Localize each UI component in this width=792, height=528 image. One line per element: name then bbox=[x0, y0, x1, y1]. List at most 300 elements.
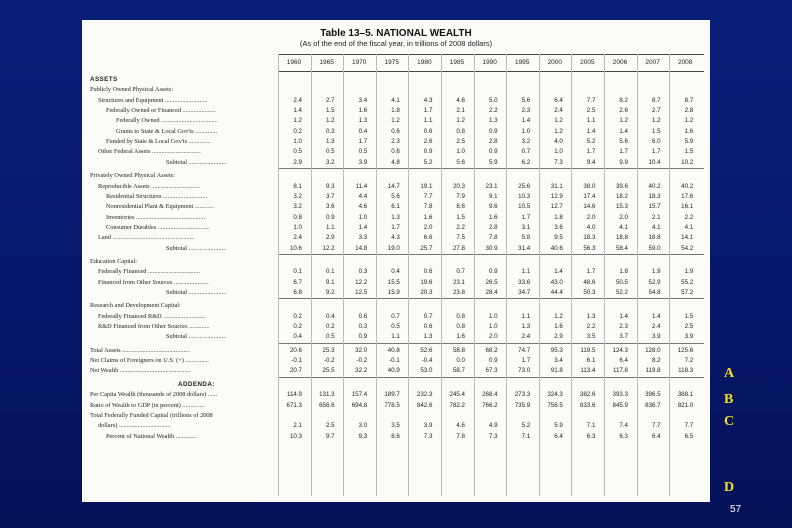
table-cell: 1.8 bbox=[619, 268, 628, 276]
column-divider bbox=[408, 54, 409, 496]
table-cell: 18.3 bbox=[648, 192, 661, 200]
table-cell: 40.2 bbox=[648, 182, 661, 190]
table-cell: 5.2 bbox=[423, 158, 433, 166]
year-header: 1990 bbox=[482, 59, 497, 66]
table-cell: 12.5 bbox=[355, 289, 368, 296]
table-cell: 55.2 bbox=[681, 278, 694, 286]
year-header: 2005 bbox=[580, 59, 595, 66]
table-cell: 1.7 bbox=[358, 138, 368, 146]
table-cell: 5.8 bbox=[521, 234, 531, 242]
row-label: Reproducible Assets ............................... bbox=[98, 182, 200, 190]
table-cell: 3.1 bbox=[521, 223, 531, 231]
table-cell: 3.2 bbox=[325, 158, 335, 166]
table-cell: 694.8 bbox=[351, 401, 368, 409]
table-cell: 7.9 bbox=[456, 192, 465, 200]
table-cell: 1.6 bbox=[684, 127, 694, 135]
table-cell: 1.0 bbox=[293, 138, 302, 146]
table-cell: 12.2 bbox=[355, 278, 368, 286]
table-cell: 54.2 bbox=[681, 244, 694, 252]
table-cell: 9.1 bbox=[488, 192, 498, 200]
table-row bbox=[278, 193, 698, 202]
table-cell: 393.3 bbox=[612, 391, 628, 399]
year-header: 1985 bbox=[449, 59, 465, 66]
table-cell: 20.3 bbox=[420, 289, 433, 296]
subtotal-rule bbox=[278, 377, 704, 378]
table-cell: 8.2 bbox=[619, 96, 628, 104]
table-cell: 58.4 bbox=[615, 244, 628, 252]
table-cell: 54.8 bbox=[648, 289, 661, 296]
table-cell: 14.1 bbox=[681, 234, 694, 242]
table-cell: 1.7 bbox=[521, 213, 531, 221]
table-subtitle: (As of the end of the fiscal year, in trillions of 2008 dollars) bbox=[299, 39, 493, 48]
table-cell: 2.3 bbox=[521, 107, 531, 115]
table-cell: 17.4 bbox=[583, 192, 596, 200]
table-cell: 2.3 bbox=[391, 138, 400, 146]
row-label: Federally Financed ................................. bbox=[98, 268, 200, 276]
table-cell: 19.1 bbox=[420, 182, 433, 190]
row-label: Federally Financed R&D ........................... bbox=[98, 312, 206, 320]
table-cell: 25.3 bbox=[322, 346, 335, 354]
row-label: Education Capital: bbox=[90, 257, 138, 265]
table-row bbox=[278, 128, 698, 137]
table-cell: 0.8 bbox=[456, 127, 465, 135]
table-cell: 15.9 bbox=[387, 289, 400, 296]
table-cell: 5.6 bbox=[456, 158, 465, 166]
table-cell: 10.4 bbox=[648, 158, 661, 166]
table-cell: 48.6 bbox=[583, 278, 596, 286]
table-cell: 9.3 bbox=[325, 182, 335, 190]
table-cell: 656.6 bbox=[319, 401, 335, 409]
table-cell: 131.3 bbox=[319, 391, 335, 399]
table-cell: 1.7 bbox=[586, 148, 596, 156]
table-cell: 9.4 bbox=[586, 158, 596, 166]
row-label: Residential Structures ............................ bbox=[106, 192, 208, 200]
table-cell: 5.2 bbox=[586, 138, 596, 146]
table-cell: 7.5 bbox=[456, 234, 465, 242]
table-cell: 119.5 bbox=[580, 346, 596, 354]
row-label: Total Federally Funded Capital (trillions of 2008 bbox=[90, 411, 213, 419]
table-cell: 2.4 bbox=[293, 96, 302, 104]
year-header: 2007 bbox=[645, 59, 660, 66]
table-cell: 52.6 bbox=[420, 346, 433, 354]
table-cell: 9.2 bbox=[325, 289, 335, 296]
table-cell: 1.0 bbox=[293, 223, 302, 231]
table-cell: -0.2 bbox=[356, 357, 368, 365]
column-divider bbox=[604, 54, 605, 496]
column-divider bbox=[311, 54, 312, 496]
table-row bbox=[278, 138, 698, 147]
table-cell: 4.4 bbox=[358, 192, 368, 200]
table-cell: 382.6 bbox=[579, 391, 596, 399]
table-cell: 273.3 bbox=[514, 391, 531, 399]
table-document bbox=[82, 20, 710, 502]
table-cell: 0.5 bbox=[325, 333, 335, 341]
table-cell: 0.8 bbox=[293, 213, 302, 221]
table-cell: 30.9 bbox=[485, 244, 498, 252]
table-cell: 268.4 bbox=[482, 391, 498, 399]
table-cell: 245.4 bbox=[449, 391, 465, 399]
table-cell: 15.7 bbox=[648, 203, 661, 211]
table-cell: 0.9 bbox=[488, 357, 498, 365]
column-divider bbox=[506, 54, 507, 496]
table-cell: 0.2 bbox=[325, 323, 335, 331]
row-label: ADDENDA: bbox=[178, 380, 215, 388]
table-cell: 20.3 bbox=[452, 182, 465, 190]
table-cell: 7.1 bbox=[521, 432, 531, 440]
table-cell: 1.6 bbox=[488, 213, 498, 221]
table-cell: 1.4 bbox=[554, 268, 563, 276]
table-cell: 5.9 bbox=[554, 422, 563, 430]
table-cell: 756.5 bbox=[547, 401, 563, 409]
table-cell: 0.2 bbox=[293, 323, 302, 331]
table-cell: 0.5 bbox=[325, 148, 335, 156]
table-cell: 821.0 bbox=[677, 401, 694, 409]
table-cell: 0.8 bbox=[456, 312, 465, 320]
table-cell: 1.9 bbox=[651, 268, 661, 276]
row-label: Federally Owned or Financed ..................... bbox=[106, 107, 216, 115]
table-cell: 2.6 bbox=[423, 138, 433, 146]
table-cell: 0.6 bbox=[423, 127, 433, 135]
table-cell: -0.2 bbox=[323, 357, 335, 365]
table-cell: 6.4 bbox=[554, 432, 563, 440]
table-cell: 18.8 bbox=[615, 234, 628, 242]
table-cell: 7.7 bbox=[651, 422, 661, 430]
table-cell: 0.1 bbox=[325, 268, 335, 276]
table-cell: 2.0 bbox=[488, 333, 498, 341]
table-cell: 9.6 bbox=[488, 203, 498, 211]
table-cell: 0.7 bbox=[423, 312, 433, 320]
table-cell: 0.9 bbox=[358, 333, 368, 341]
table-cell: 0.7 bbox=[521, 148, 531, 156]
column-divider bbox=[278, 54, 279, 496]
table-cell: 2.2 bbox=[456, 223, 465, 231]
table-cell: 73.0 bbox=[518, 367, 531, 375]
row-label: Grants to State & Local Gov'ts .............. bbox=[116, 127, 218, 135]
table-row bbox=[278, 357, 698, 366]
table-cell: 2.0 bbox=[619, 213, 628, 221]
table-cell: 0.6 bbox=[391, 148, 400, 156]
table-cell: 0.3 bbox=[358, 323, 368, 331]
table-cell: 1.7 bbox=[391, 223, 400, 231]
table-cell: 1.2 bbox=[554, 127, 563, 135]
table-cell: 7.8 bbox=[423, 203, 433, 211]
column-divider bbox=[669, 54, 670, 496]
table-cell: 4.1 bbox=[651, 223, 661, 231]
table-cell: 1.0 bbox=[456, 148, 465, 156]
row-label: ASSETS bbox=[90, 76, 118, 83]
table-cell: 40.2 bbox=[681, 182, 694, 190]
row-label: R&D Financed from Other Sources ............. bbox=[98, 323, 210, 331]
table-cell: 6.3 bbox=[619, 432, 628, 440]
table-cell: 114.9 bbox=[286, 391, 302, 399]
table-cell: 7.3 bbox=[423, 432, 433, 440]
table-cell: 1.1 bbox=[521, 268, 531, 276]
table-cell: 0.9 bbox=[488, 268, 498, 276]
table-cell: 40.8 bbox=[387, 346, 400, 354]
side-letter-d: D bbox=[724, 480, 735, 495]
table-cell: 53.0 bbox=[420, 367, 433, 375]
table-cell: 4.1 bbox=[684, 223, 694, 231]
table-cell: 68.2 bbox=[485, 346, 498, 354]
table-cell: 32.2 bbox=[355, 367, 368, 375]
row-label: Structures and Equipment ........................... bbox=[98, 96, 208, 104]
table-cell: 57.2 bbox=[681, 289, 694, 296]
table-cell: 2.1 bbox=[651, 213, 661, 221]
table-cell: 2.5 bbox=[684, 323, 694, 331]
table-cell: 1.3 bbox=[325, 138, 335, 146]
table-cell: 31.4 bbox=[518, 244, 531, 252]
table-row bbox=[278, 159, 698, 168]
table-cell: 0.9 bbox=[488, 127, 498, 135]
table-row bbox=[278, 148, 698, 157]
table-cell: 2.6 bbox=[619, 107, 628, 115]
table-cell: 1.4 bbox=[619, 312, 628, 320]
table-cell: 6.8 bbox=[293, 289, 302, 296]
table-cell: 18.8 bbox=[648, 234, 661, 242]
table-cell: 6.2 bbox=[521, 158, 531, 166]
table-cell: 1.4 bbox=[619, 127, 628, 135]
table-cell: 6.6 bbox=[423, 234, 433, 242]
table-cell: 1.6 bbox=[554, 323, 563, 331]
table-cell: 4.6 bbox=[358, 203, 368, 211]
column-divider bbox=[441, 54, 442, 496]
table-cell: 836.7 bbox=[645, 401, 661, 409]
table-cell: 23.1 bbox=[452, 278, 465, 286]
table-cell: 4.9 bbox=[488, 422, 498, 430]
year-header: 2000 bbox=[547, 59, 563, 66]
column-divider bbox=[539, 54, 540, 496]
table-cell: 38.0 bbox=[583, 182, 596, 190]
column-divider bbox=[343, 54, 344, 496]
table-cell: 2.8 bbox=[488, 138, 498, 146]
table-cell: 58.8 bbox=[452, 346, 465, 354]
table-cell: 7.2 bbox=[684, 357, 694, 365]
year-header: 1980 bbox=[417, 59, 432, 66]
table-cell: 4.8 bbox=[391, 158, 400, 166]
table-cell: 1.7 bbox=[423, 107, 433, 115]
table-cell: 1.3 bbox=[586, 312, 596, 320]
table-row bbox=[278, 268, 698, 277]
subtotal-rule bbox=[278, 254, 704, 255]
row-label: Subtotal ........................ bbox=[166, 333, 227, 341]
table-cell: 8.6 bbox=[456, 203, 465, 211]
table-cell: 0.6 bbox=[358, 312, 368, 320]
table-cell: 0.9 bbox=[488, 148, 498, 156]
table-cell: 10.5 bbox=[518, 203, 531, 211]
table-cell: 6.1 bbox=[391, 203, 400, 211]
year-header: 1975 bbox=[384, 59, 400, 66]
table-cell: 40.6 bbox=[550, 244, 563, 252]
table-cell: 324.3 bbox=[547, 391, 563, 399]
table-cell: 2.9 bbox=[554, 333, 563, 341]
table-cell: 0.5 bbox=[358, 148, 368, 156]
table-cell: 39.6 bbox=[615, 182, 628, 190]
column-divider bbox=[637, 54, 638, 496]
table-cell: 11.4 bbox=[355, 182, 368, 190]
table-cell: 33.6 bbox=[518, 278, 531, 286]
table-cell: 3.9 bbox=[684, 333, 694, 341]
table-row bbox=[278, 117, 698, 126]
table-row bbox=[278, 333, 698, 342]
table-cell: 8.2 bbox=[651, 357, 661, 365]
table-cell: 1.3 bbox=[521, 323, 531, 331]
row-label: Net Wealth ............................................. bbox=[90, 367, 191, 375]
table-cell: 1.4 bbox=[651, 312, 661, 320]
table-cell: 1.0 bbox=[488, 323, 498, 331]
table-cell: 50.5 bbox=[615, 278, 628, 286]
table-cell: 28.4 bbox=[485, 289, 498, 296]
table-cell: 1.1 bbox=[521, 312, 531, 320]
table-cell: 119.8 bbox=[645, 367, 661, 375]
table-cell: 19.6 bbox=[420, 278, 433, 286]
table-cell: 0.9 bbox=[325, 213, 335, 221]
table-cell: 5.6 bbox=[521, 96, 531, 104]
table-cell: 74.7 bbox=[518, 346, 531, 354]
table-cell: 58.7 bbox=[452, 367, 465, 375]
table-cell: 8.7 bbox=[651, 96, 661, 104]
table-cell: 7.8 bbox=[488, 234, 498, 242]
table-row bbox=[278, 289, 698, 298]
table-cell: 10.3 bbox=[289, 432, 302, 440]
table-cell: -0.1 bbox=[291, 357, 302, 365]
table-cell: 4.6 bbox=[456, 96, 465, 104]
table-cell: 6.7 bbox=[293, 278, 302, 286]
table-cell: 1.2 bbox=[554, 312, 563, 320]
table-cell: 2.8 bbox=[684, 107, 694, 115]
table-cell: 3.0 bbox=[358, 422, 368, 430]
table-cell: 1.2 bbox=[391, 117, 400, 125]
table-row bbox=[278, 323, 698, 332]
subtotal-rule bbox=[278, 343, 704, 344]
year-header: 1970 bbox=[351, 59, 367, 66]
row-label: Subtotal ........................ bbox=[166, 158, 227, 166]
table-cell: 1.3 bbox=[358, 117, 368, 125]
table-cell: 3.2 bbox=[293, 192, 302, 200]
table-cell: 671.3 bbox=[286, 401, 302, 409]
table-cell: -0.4 bbox=[421, 357, 433, 365]
table-cell: 1.7 bbox=[586, 268, 596, 276]
table-cell: 14.7 bbox=[387, 182, 400, 190]
table-cell: 7.7 bbox=[684, 422, 694, 430]
table-cell: 19.0 bbox=[387, 244, 400, 252]
table-cell: 26.5 bbox=[485, 278, 498, 286]
table-cell: 44.4 bbox=[550, 289, 563, 296]
table-cell: 9.9 bbox=[619, 158, 628, 166]
table-cell: 17.6 bbox=[681, 192, 694, 200]
table-cell: 128.0 bbox=[645, 346, 661, 354]
table-cell: 396.5 bbox=[645, 391, 661, 399]
table-cell: 1.3 bbox=[391, 213, 400, 221]
table-cell: 3.5 bbox=[391, 422, 400, 430]
table-cell: 1.2 bbox=[325, 117, 335, 125]
row-label: Subtotal ........................ bbox=[166, 289, 227, 296]
table-cell: 5.6 bbox=[391, 192, 400, 200]
table-cell: 1.7 bbox=[619, 148, 628, 156]
table-cell: 43.0 bbox=[550, 278, 563, 286]
table-cell: 4.3 bbox=[391, 234, 400, 242]
table-cell: 7.8 bbox=[456, 432, 465, 440]
table-cell: 27.8 bbox=[452, 244, 465, 252]
table-cell: 3.6 bbox=[325, 203, 335, 211]
table-cell: 0.2 bbox=[293, 127, 302, 135]
table-cell: 67.3 bbox=[485, 367, 498, 375]
table-cell: 1.6 bbox=[358, 107, 368, 115]
row-label: Research and Development Capital: bbox=[90, 302, 181, 310]
table-cell: 4.3 bbox=[423, 96, 433, 104]
table-cell: 5.0 bbox=[488, 96, 498, 104]
table-cell: 1.7 bbox=[651, 148, 661, 156]
table-cell: 8.7 bbox=[684, 96, 694, 104]
table-cell: 3.9 bbox=[651, 333, 661, 341]
table-row bbox=[278, 391, 698, 400]
table-cell: 2.8 bbox=[488, 223, 498, 231]
table-cell: 23.1 bbox=[485, 182, 498, 190]
table-cell: 7.3 bbox=[488, 432, 498, 440]
table-cell: 125.6 bbox=[677, 346, 694, 354]
table-cell: 3.9 bbox=[358, 158, 368, 166]
table-cell: 1.1 bbox=[423, 117, 433, 125]
year-header: 1995 bbox=[514, 59, 530, 66]
table-cell: 56.3 bbox=[583, 244, 596, 252]
table-cell: 25.7 bbox=[420, 244, 433, 252]
row-label: Subtotal ........................ bbox=[166, 244, 227, 252]
table-cell: 9.5 bbox=[554, 234, 563, 242]
table-cell: 0.0 bbox=[456, 357, 465, 365]
table-row bbox=[278, 279, 698, 288]
table-cell: 1.0 bbox=[358, 213, 368, 221]
table-cell: 1.9 bbox=[684, 268, 694, 276]
table-cell: 4.6 bbox=[456, 422, 465, 430]
row-label: Federally Owned .................................... bbox=[116, 117, 218, 125]
table-row bbox=[278, 422, 698, 431]
table-cell: 50.3 bbox=[583, 289, 596, 296]
year-header: 1960 bbox=[286, 59, 302, 66]
table-cell: 0.9 bbox=[423, 148, 433, 156]
table-cell: 1.5 bbox=[456, 213, 465, 221]
table-row bbox=[278, 214, 698, 223]
table-cell: 1.6 bbox=[423, 213, 433, 221]
table-cell: 0.3 bbox=[358, 268, 368, 276]
table-cell: 0.1 bbox=[293, 268, 302, 276]
table-row bbox=[278, 97, 698, 106]
table-cell: 1.3 bbox=[488, 117, 498, 125]
table-cell: 3.2 bbox=[521, 138, 531, 146]
table-cell: 2.7 bbox=[325, 96, 335, 104]
side-letter-b: B bbox=[724, 392, 734, 407]
table-cell: 0.2 bbox=[293, 312, 302, 320]
table-cell: 6.4 bbox=[619, 357, 628, 365]
row-label: Funded by State & Local Gov'ts .............. bbox=[106, 138, 211, 146]
row-label: Nonresidential Plant & Equipment ............ bbox=[106, 203, 214, 211]
table-cell: 18.2 bbox=[615, 192, 628, 200]
table-cell: 842.6 bbox=[416, 401, 433, 409]
table-cell: 91.8 bbox=[550, 367, 563, 375]
table-cell: 25.5 bbox=[322, 367, 335, 375]
table-cell: 9.7 bbox=[325, 432, 335, 440]
subtotal-rule bbox=[278, 168, 704, 169]
table-row bbox=[278, 313, 698, 322]
table-cell: 34.7 bbox=[518, 289, 531, 296]
table-cell: 1.0 bbox=[521, 127, 531, 135]
table-cell: 0.6 bbox=[391, 127, 400, 135]
table-cell: 1.5 bbox=[651, 127, 661, 135]
row-label: Financed from Other Sources ...................... bbox=[98, 278, 209, 286]
table-cell: 124.3 bbox=[612, 346, 628, 354]
table-cell: 2.2 bbox=[684, 213, 694, 221]
table-cell: 7.1 bbox=[586, 422, 596, 430]
table-cell: 6.1 bbox=[586, 357, 596, 365]
table-cell: 23.8 bbox=[452, 289, 465, 296]
